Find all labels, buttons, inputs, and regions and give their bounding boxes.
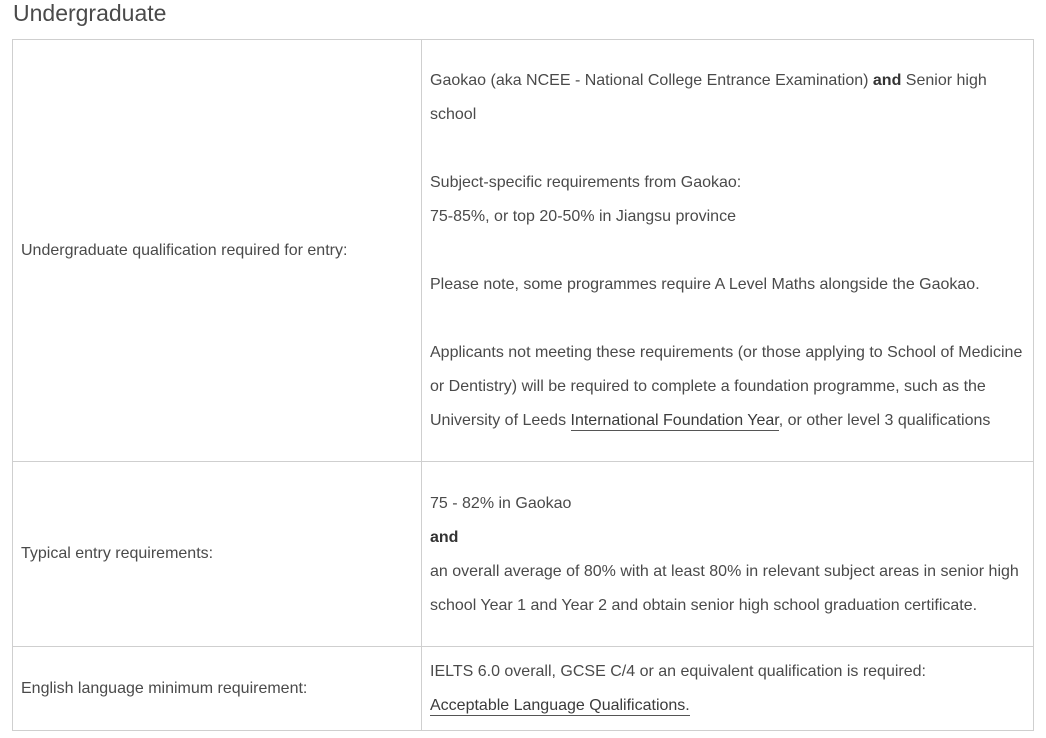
qualification-and-bold: and [872, 72, 902, 89]
row-label-undergraduate-qualification: Undergraduate qualification required for entry: [13, 40, 422, 462]
foundation-text-pre: Applicants not meeting these requirements (or those applying to School of Medicine or Dentistry) will be required to complete a foundation programme, such as the University of Leeds [430, 344, 1023, 429]
acceptable-language-qualifications-link[interactable]: Acceptable Language Qualifications. [430, 697, 690, 714]
language-link-line [430, 689, 1025, 723]
row-label-typical-entry: Typical entry requirements: [13, 462, 422, 647]
paragraph-gap [430, 132, 1025, 166]
qualification-text-pre: Gaokao (aka NCEE - National College Entrance Examination) [430, 72, 873, 89]
paragraph-gap [430, 302, 1025, 336]
gaokao-score-range: 75 - 82% in Gaokao [430, 494, 572, 512]
qualification-paragraph [430, 64, 1025, 132]
ielts-requirement: IELTS 6.0 overall, GCSE C/4 or an equivalent qualification is required: [430, 663, 926, 680]
page-title: Undergraduate [13, 0, 167, 26]
row-value-english-language [422, 647, 1034, 731]
row-value-typical-entry [422, 462, 1034, 647]
requirements-table [12, 39, 1034, 731]
paragraph-gap [430, 234, 1025, 268]
and-bold: and [430, 528, 459, 546]
table-row-typical-entry [13, 462, 1034, 647]
a-level-maths-note: Please note, some programmes require A Level Maths alongside the Gaokao. [430, 276, 980, 293]
qualification-text-post: Senior high school [430, 72, 987, 123]
row-value-undergraduate-qualification [422, 40, 1034, 462]
subject-requirements-value: 75-85%, or top 20-50% in Jiangsu province [430, 208, 736, 225]
international-foundation-year-link[interactable]: International Foundation Year [570, 412, 779, 429]
table-row-english-language [13, 647, 1034, 731]
row-label-english-language: English language minimum requirement: [13, 647, 422, 731]
subject-requirements-heading: Subject-specific requirements from Gaokao: [430, 174, 742, 191]
table-row-undergraduate-qualification [13, 40, 1034, 462]
foundation-paragraph [430, 336, 1025, 438]
high-school-average-requirement: an overall average of 80% with at least 80% in relevant subject areas in senior high school Year 1 and Year 2 and obtain senior high school graduation certificate. [430, 562, 1019, 614]
foundation-text-post: , or other level 3 qualifications [778, 412, 991, 429]
